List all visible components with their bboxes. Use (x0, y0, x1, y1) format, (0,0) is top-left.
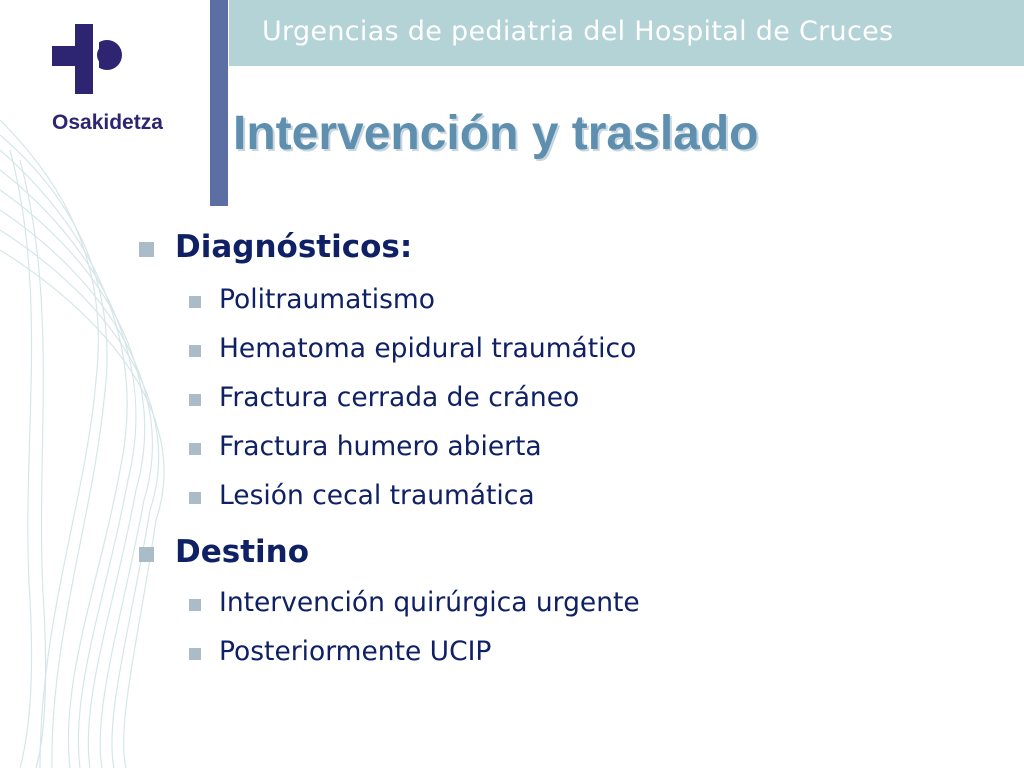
list-item-label: Hematoma epidural traumático (219, 333, 637, 364)
square-bullet-icon (189, 648, 201, 660)
logo-wordmark: Osakidetza (52, 111, 163, 134)
list-item-label: Lesión cecal traumática (219, 480, 535, 511)
square-bullet-icon (189, 394, 201, 406)
square-bullet-icon (189, 599, 201, 611)
list-item-label: Fractura cerrada de cráneo (219, 382, 580, 413)
slide-title: Intervención y traslado (233, 107, 759, 160)
square-bullet-icon (139, 547, 154, 562)
header-title: Urgencias de pediatria del Hospital de Cruces (262, 16, 894, 47)
square-bullet-icon (189, 443, 201, 455)
list-item-label: Posteriormente UCIP (219, 636, 492, 667)
square-bullet-icon (139, 242, 154, 257)
osakidetza-logo-icon (52, 24, 122, 94)
square-bullet-icon (189, 296, 201, 308)
square-bullet-icon (189, 492, 201, 504)
list-item-label: Intervención quirúrgica urgente (219, 587, 640, 618)
section-heading-label: Diagnósticos: (175, 229, 413, 265)
section-heading-label: Destino (175, 534, 310, 570)
side-accent-bar (210, 0, 228, 206)
square-bullet-icon (189, 345, 201, 357)
list-item-label: Fractura humero abierta (219, 431, 542, 462)
list-item-label: Politraumatismo (219, 284, 435, 315)
